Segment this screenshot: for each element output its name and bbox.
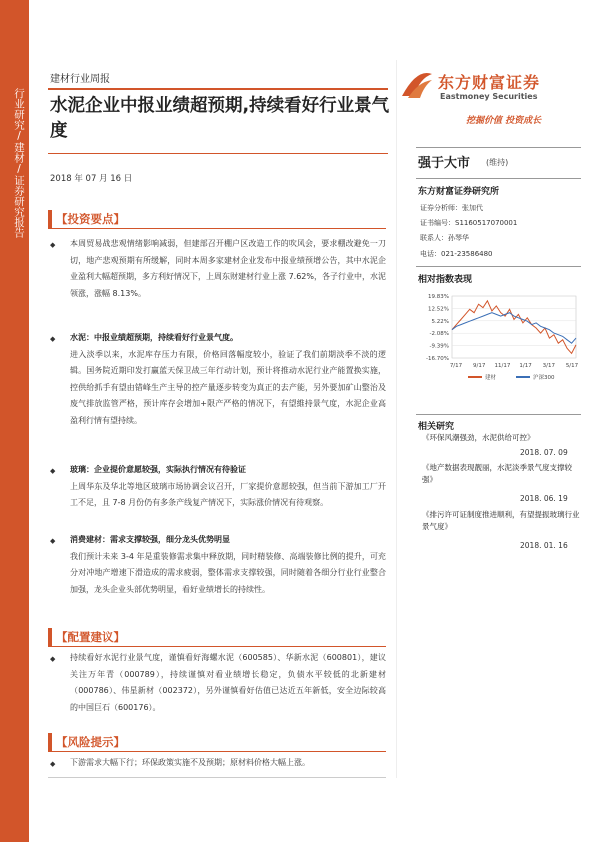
series-line — [452, 313, 576, 344]
related-item-date: 2018. 06. 19 — [520, 494, 568, 503]
y-tick-label: -9.39% — [429, 343, 449, 350]
bullet-icon: ◆ — [50, 467, 56, 475]
rating-label: 强于大市 — [418, 156, 471, 171]
bullet-icon: ◆ — [50, 537, 56, 545]
x-tick-label: 3/17 — [542, 363, 555, 369]
cement-paragraph — [70, 330, 386, 429]
bullet-icon: ◆ — [50, 760, 56, 768]
bullet-icon: ◆ — [50, 335, 56, 343]
related-item-title: 《环保风潮强劲，水泥供给可控》 — [422, 433, 535, 442]
institute-name: 东方财富证券研究所 — [418, 187, 500, 197]
heading-bar — [48, 628, 52, 646]
column-divider — [396, 60, 397, 778]
heading-underline — [48, 228, 386, 229]
brand-slogan: 挖掘价值 投资成长 — [466, 116, 542, 126]
institute-rule — [416, 178, 581, 179]
x-tick-label: 11/17 — [494, 363, 511, 369]
glass-heading: 玻璃：企业提价意愿较强，实际执行情况有待验证 — [70, 465, 246, 474]
performance-chart — [416, 290, 581, 390]
consumer-body: 我们预计未来 3-4 年是重装修需求集中释放期，同时精装修、高端装修比例的提升，可充分对冲地产增速下滑造成的需求疲弱，整体需求支撑较强，同时随着各细分行业行业整合加强，龙头企业头部优势明显，看好业绩增长的持续性。 — [70, 551, 386, 594]
related-item-date: 2018. 01. 16 — [520, 541, 568, 550]
consumer-paragraph — [70, 532, 386, 598]
section-heading-key-points — [48, 210, 142, 228]
phone-line: 电话：021-23586480 — [420, 250, 493, 258]
cert-line: 证书编号：S1160517070001 — [420, 219, 518, 227]
performance-title: 相对指数表现 — [418, 275, 473, 285]
related-rule — [416, 414, 581, 415]
y-tick-label: -2.08% — [429, 331, 449, 338]
cement-body: 进入淡季以来，水泥库存压力有限，价格回落幅度较小，验证了我们前期淡季不淡的逻辑。国务院近期印发打赢蓝天保卫战三年行动计划，预计将推动水泥行业产能置换实施，控供给抓手有望由错峰生产主导的控产量逐步转变为真正的去产能，另外要加矿山整治及废气排放监管严格，预计库存会增加+限产严格的情况下，有望維持景气度，水泥企业高盈利行情有望持续。 — [70, 349, 386, 425]
bullet-icon: ◆ — [50, 241, 56, 249]
cement-heading: 水泥：中报业绩超预期，持续看好行业景气度。 — [70, 333, 238, 342]
x-tick-label: 5/17 — [565, 363, 579, 369]
report-date: 2018 年 07 月 16 日 — [50, 174, 133, 184]
brand-name-en: Eastmoney Securities — [440, 92, 538, 101]
section-heading-risk — [48, 733, 142, 751]
plot-frame — [452, 296, 576, 358]
heading-underline — [48, 751, 386, 752]
related-title: 相关研究 — [418, 422, 455, 432]
consumer-heading: 消费建材：需求支撑较强，细分龙头优势明显 — [70, 535, 230, 544]
allocation-paragraph: 持续看好水泥行业景气度，谨慎看好海螺水泥（600585）、华新水泥（600801），建议关注万年青（000789），持续谨慎对看业绩增长稳定，负债水平较低的北新建材（000786）、伟星新材（002372），另外谨慎看好估值已达近五年新低，安全边际较高的中国巨石（600176）。 — [70, 653, 386, 712]
y-tick-label: -16.70% — [426, 356, 449, 362]
y-tick-label: 12.52% — [428, 306, 449, 313]
x-tick-label: 7/17 — [449, 363, 463, 369]
heading-bar — [48, 733, 52, 751]
x-tick-label: 1/17 — [519, 363, 532, 369]
legend-label: 沪深300 — [533, 375, 555, 381]
footer-rule — [48, 777, 386, 778]
x-tick-label: 9/17 — [473, 363, 486, 369]
risk-paragraph: 下游需求大幅下行；环保政策实施不及预期；原材料价格大幅上涨。 — [70, 758, 310, 767]
title-rule — [48, 153, 388, 154]
rating-rule — [416, 147, 581, 148]
related-item-title: 《地产数据表现靓丽，水泥淡季景气度支撑较强》 — [422, 463, 572, 484]
heading-text: 【风险提示】 — [56, 735, 125, 749]
rating-sub: (维持) — [486, 158, 509, 167]
glass-paragraph — [70, 462, 386, 512]
brand-logo-icon — [398, 66, 436, 104]
key-points-paragraph: 本周贸易战悲观情绪影响减弱，但建部召开棚户区改造工作的吹风会，要求棚改避免一刀切，地产悲观预期有所缓解，同时本周多家建材企业发布中报业绩预增公告，其中水泥企业盈利大幅超预期，多方利好情况下，上周东财建材行业上涨 7.62%，各子行业中，水泥领涨，涨幅 8.13%。 — [70, 239, 386, 298]
heading-underline — [48, 646, 386, 647]
heading-bar — [48, 210, 52, 228]
analyst-line: 证券分析师：张加代 — [420, 204, 483, 212]
contact-line: 联系人：孙琴华 — [420, 234, 469, 242]
glass-body: 上周华东及华北等地区玻璃市场协调会议召开，厂家提价意愿较强，但当前下游加工厂开工不足，且 7-8 月份仍有多条产线复产情况下，实际涨价情况有待观察。 — [70, 481, 386, 507]
y-tick-label: 5.22% — [431, 318, 449, 325]
report-title: 水泥企业中报业绩超预期,持续看好行业景气度 — [50, 96, 390, 141]
heading-text: 【投资要点】 — [56, 212, 125, 226]
bullet-icon: ◆ — [50, 655, 56, 663]
heading-text: 【配置建议】 — [56, 630, 125, 644]
section-heading-allocation — [48, 628, 142, 646]
related-item-date: 2018. 07. 09 — [520, 448, 568, 457]
performance-rule — [416, 266, 581, 267]
y-tick-label: 19.83% — [428, 294, 449, 300]
report-category: 建材行业周报 — [50, 74, 110, 85]
brand-name-cn: 东方财富证券 — [438, 73, 541, 92]
related-item-title: 《排污许可证制度推进顺利，有望提振玻璃行业景气度》 — [422, 510, 580, 531]
top-rule — [48, 88, 388, 90]
legend-label: 建材 — [485, 375, 497, 381]
side-category-text: 行业研究/建材/证券研究报告 — [13, 88, 25, 238]
